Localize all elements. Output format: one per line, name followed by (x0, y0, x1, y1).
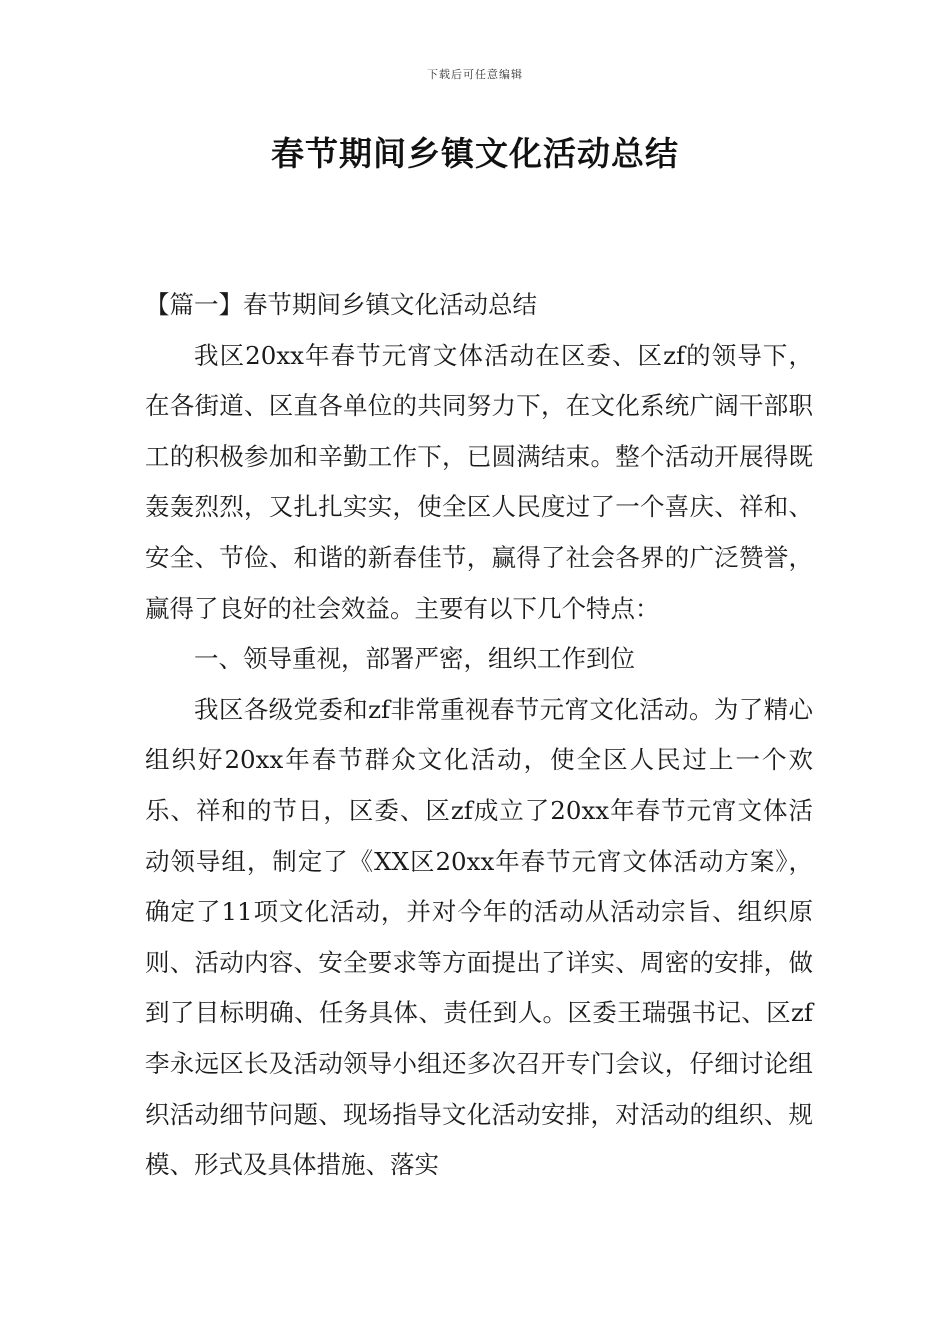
header-note: 下载后可任意编辑 (427, 68, 523, 81)
paragraph-intro: 我区20xx年春节元宵文体活动在区委、区zf的领导下，在各街道、区直各单位的共同努力下，在文化系统广阔干部职工的积极参加和辛勤工作下，已圆满结束。整个活动开展得既轰轰烈烈，又扎扎实实，使全区人民度过了一个喜庆、祥和、安全、节俭、和谐的新春佳节，赢得了社会各界的广泛赞誉，赢得了良好的社会效益。主要有以下几个特点： (145, 340, 813, 623)
paragraph-leadership: 我区各级党委和zf非常重视春节元宵文化活动。为了精心组织好20xx年春节群众文化活动，使全区人民过上一个欢乐、祥和的节日，区委、区zf成立了20xx年春节元宵文体活动领导组，制定了《XX区20xx年春节元宵文体活动方案》，确定了11项文化活动，并对今年的活动从活动宗旨、组织原则、活动内容、安全要求等方面提出了详实、周密的安排，做到了目标明确、任务具体、责任到人。区委王瑞强书记、区zf李永远区长及活动领导小组还多次召开专门会议，仔细讨论组织活动细节问题、现场指导文化活动安排，对活动的组织、规模、形式及具体措施、落实 (145, 694, 813, 1180)
document-title: 春节期间乡镇文化活动总结 (271, 134, 679, 173)
section-title: 【篇一】春节期间乡镇文化活动总结 (145, 290, 537, 319)
paragraph-heading-one: 一、领导重视，部署严密，组织工作到位 (194, 644, 635, 674)
document-body (145, 280, 813, 1191)
